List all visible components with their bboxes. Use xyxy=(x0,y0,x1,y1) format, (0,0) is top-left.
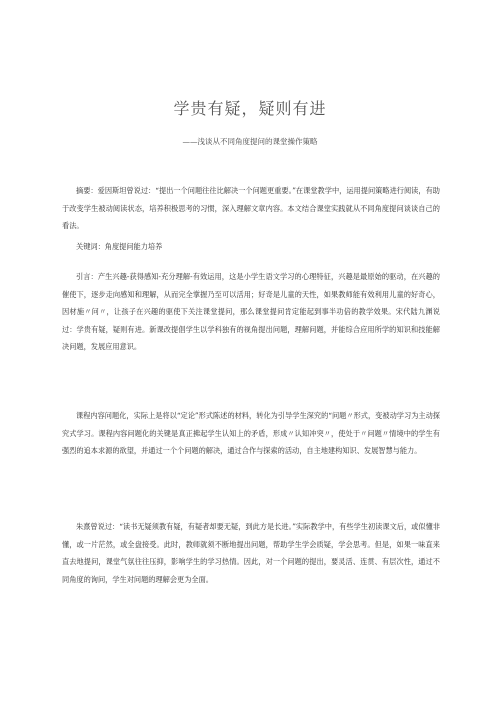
intro-paragraph xyxy=(62,268,440,356)
keywords-paragraph xyxy=(62,238,440,256)
document-subtitle: ——浅谈从不同角度提问的课堂操作策略 xyxy=(182,137,318,146)
body-paragraph-2 xyxy=(62,407,440,460)
body-paragraph-3 xyxy=(62,518,440,588)
abstract-text: 摘要：爱因斯坦曾说过：“提出一个问题往往比解决一个问题更重要。”在课堂教学中，运用提问策略进行阅读，有助于改变学生被动阅读状态，培养积极思考的习惯，深入理解文章内容。本文结合课堂实践就从不同角度提问谈谈自己的看法。 xyxy=(62,186,440,230)
document-title: 学贵有疑，疑则有进 xyxy=(173,99,327,118)
body-paragraph-2-text: 课程内容问题化，实际上是将以“定论”形式陈述的材料，转化为引导学生深究的“问题〃形式，变被动学习为主动探究式学习。课程内容问题化的关键是真正拂起学生认知上的矛盾，形成〃认知冲突〃，使处于〃问题〃情境中的学生有强烈的追本求源的欲望，并通过一个个问题的解决，通过合作与探索的活动，自主地建构知识、发展智慧与能力。 xyxy=(62,411,440,455)
abstract-paragraph xyxy=(62,182,440,235)
body-paragraph-3-text: 朱熹曾说过：“读书无疑须教有疑，有疑者却要无疑，到此方是长进。”实际教学中，有些学生初读课文后，或似懂非懂，或一片茫然，或全盘接受。此时，教师就须不断地提出问题，帮助学生学会质疑，学会思考。但是，如果一味直来直去地提问，课堂气氛往往压抑，影响学生的学习热情。因此，对一个问题的提出，要灵活、连贯、有层次性，通过不同角度的询问，学生对问题的理解会更为全面。 xyxy=(62,522,440,584)
keywords-text: 关键词：角度提问能力培养 xyxy=(76,242,163,251)
intro-text: 引言：产生兴趣-获得感知-充分理解-有效运用，这是小学生语文学习的心理特征，兴趣是最原始的驱动，在兴趣的催使下，逐步走向感知和理解，从而完全掌握乃至可以活用；好奇是儿童的天性，如果教师能有效利用儿童的好奇心，因材施〃问〃，让孩子在兴趣的驱使下关注课堂提问，那么课堂提问肯定能起到事半功倍的教学效果。宋代陆九渊说过：学贵有疑，疑则有进。新课改提倡学生以学科独有的视角提出问题，理解问题，并能综合应用所学的知识和技能解决问题，发展应用意识。 xyxy=(62,272,440,351)
